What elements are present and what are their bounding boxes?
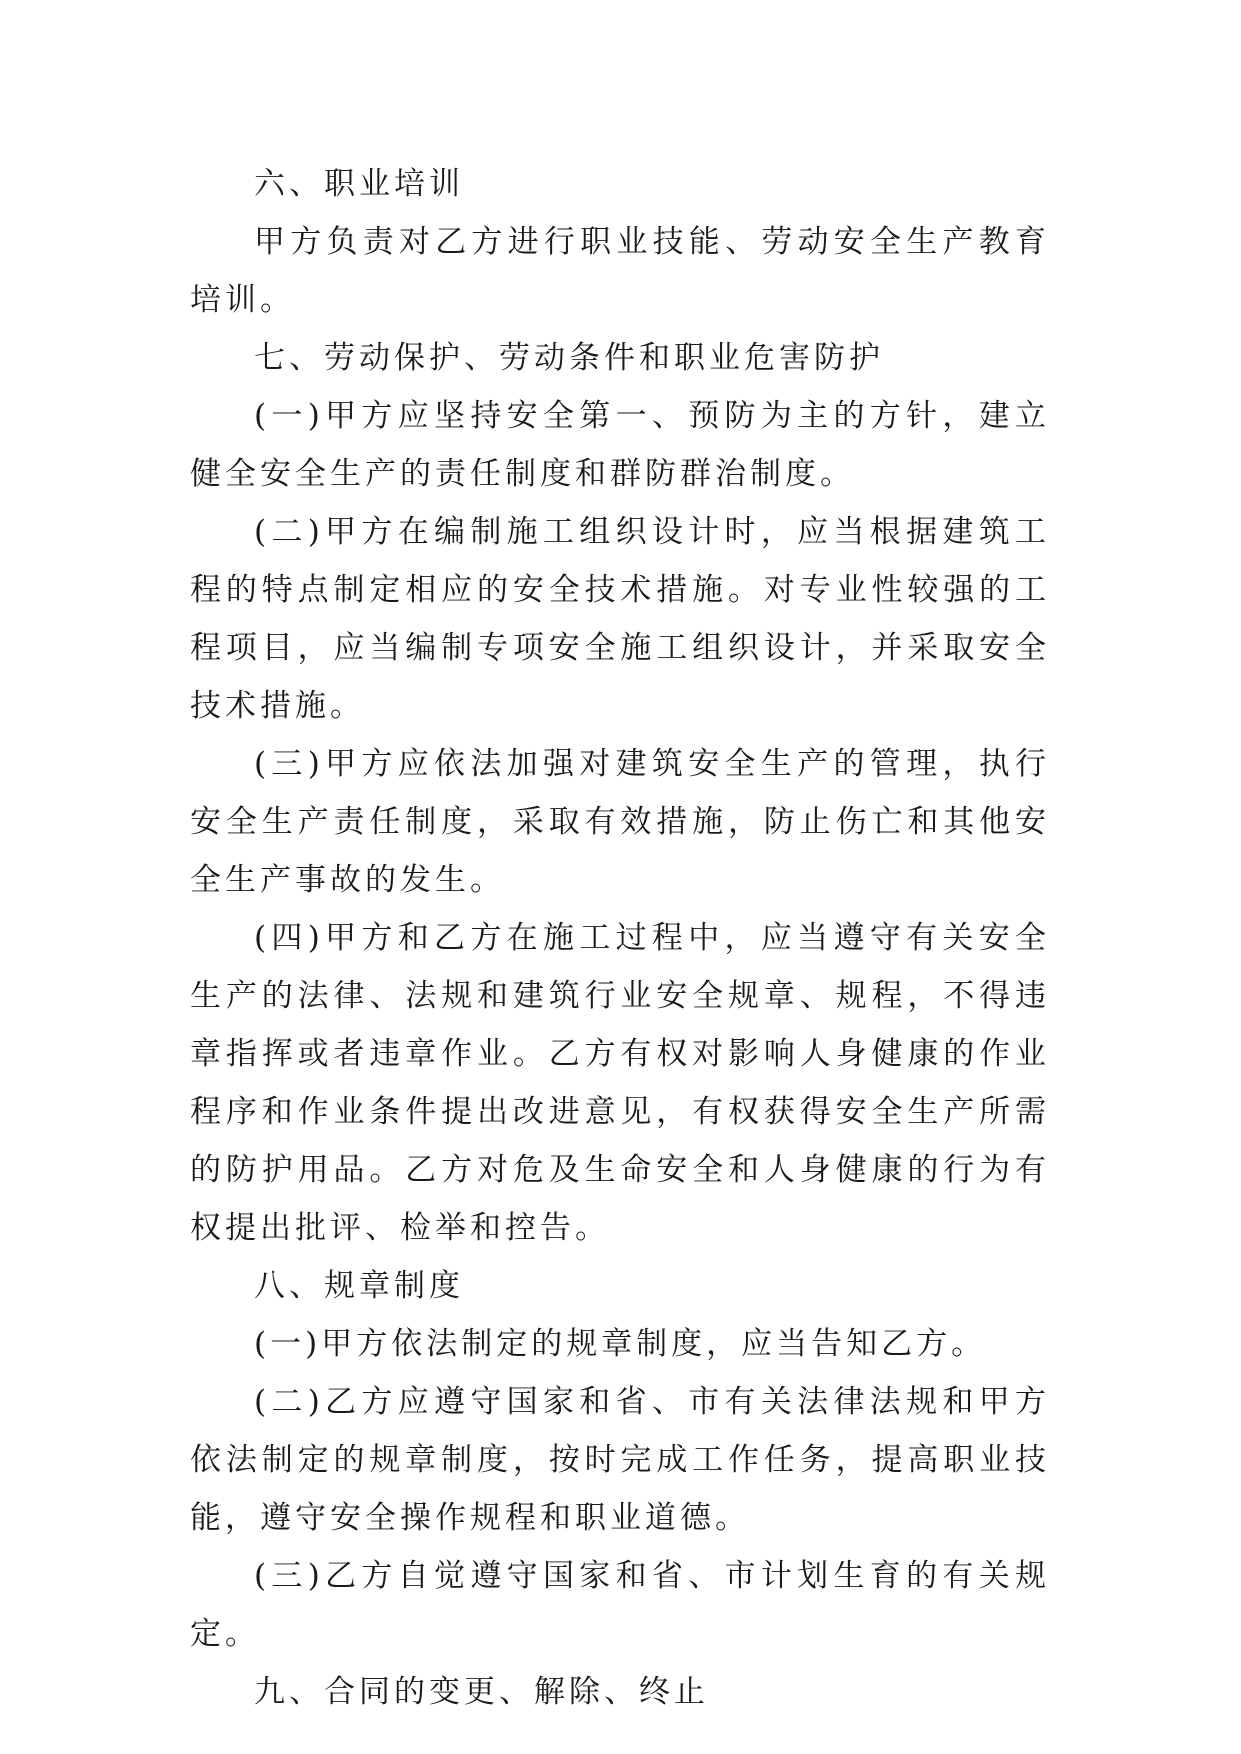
section-8-heading: 八、规章制度 bbox=[254, 1268, 464, 1304]
section-7-item-3: (三)甲方应依法加强对建筑安全生产的管理，执行安全生产责任制度，采取有效措施，防止伤亡和其他安全生产事故的发生。 bbox=[190, 746, 1050, 898]
section-7-item-2: (二)甲方在编制施工组织设计时，应当根据建筑工程的特点制定相应的安全技术措施。对专业性较强的工程项目，应当编制专项安全施工组织设计，并采取安全技术措施。 bbox=[190, 514, 1050, 724]
section-8-item-2: (二)乙方应遵守国家和省、市有关法律法规和甲方依法制定的规章制度，按时完成工作任务，提高职业技能，遵守安全操作规程和职业道德。 bbox=[190, 1384, 1050, 1536]
section-8-item-1: (一)甲方依法制定的规章制度，应当告知乙方。 bbox=[254, 1326, 987, 1362]
section-7-item-1: (一)甲方应坚持安全第一、预防为主的方针，建立健全安全生产的责任制度和群防群治制度。 bbox=[190, 398, 1050, 492]
document-body bbox=[190, 155, 1050, 1721]
section-6-heading: 六、职业培训 bbox=[254, 166, 464, 202]
section-8-item-3: (三)乙方自觉遵守国家和省、市计划生育的有关规定。 bbox=[190, 1558, 1050, 1652]
section-7-heading: 七、劳动保护、劳动条件和职业危害防护 bbox=[254, 340, 884, 376]
section-6-para: 甲方负责对乙方进行职业技能、劳动安全生产教育培训。 bbox=[190, 224, 1050, 318]
section-7-item-4: (四)甲方和乙方在施工过程中，应当遵守有关安全生产的法律、法规和建筑行业安全规章、规程，不得违章指挥或者违章作业。乙方有权对影响人身健康的作业程序和作业条件提出改进意见，有权获得安全生产所需的防护用品。乙方对危及生命安全和人身健康的行为有权提出批评、检举和控告。 bbox=[190, 920, 1050, 1246]
section-9-heading: 九、合同的变更、解除、终止 bbox=[254, 1674, 709, 1710]
